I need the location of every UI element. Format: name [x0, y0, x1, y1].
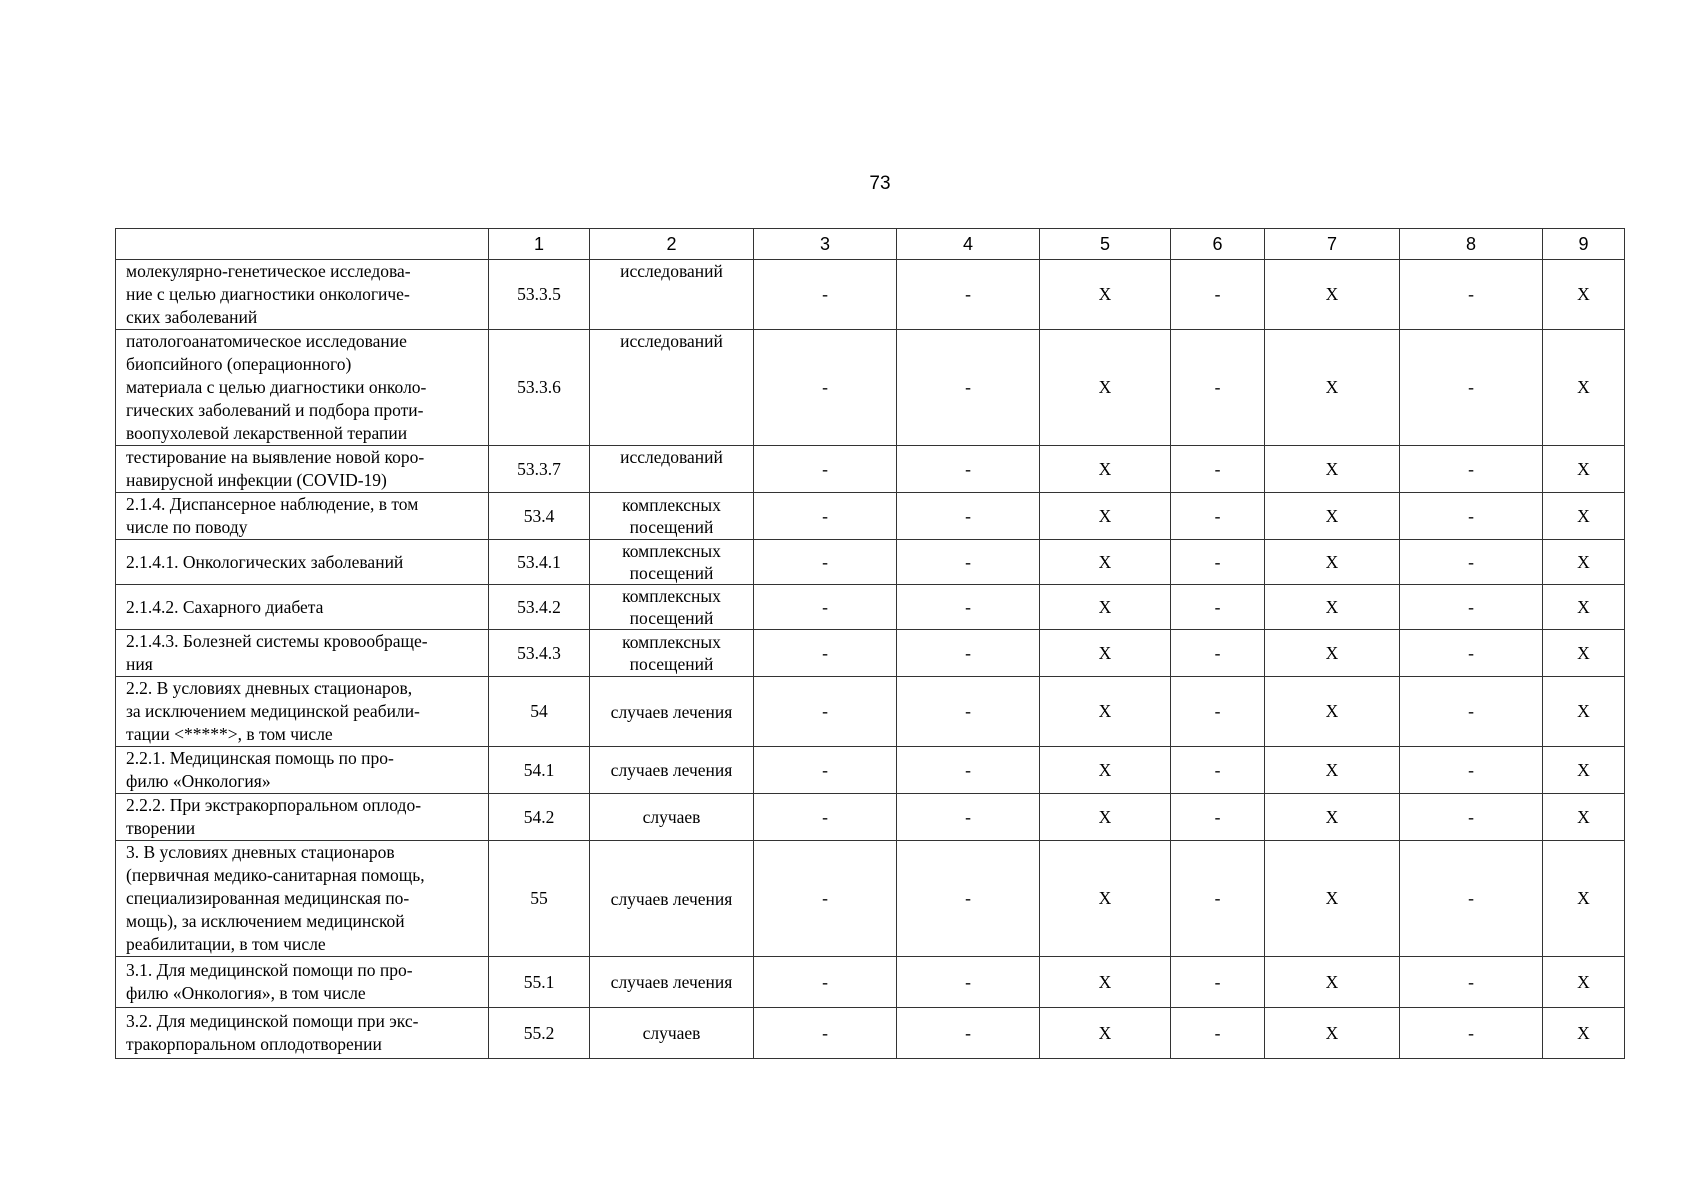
row-value-cell-c6: -	[1171, 630, 1265, 677]
row-value-cell-c9: X	[1543, 957, 1625, 1008]
row-value-cell-c6: -	[1171, 1008, 1265, 1059]
row-value-cell-c3: -	[754, 630, 897, 677]
row-name-cell: 3.1. Для медицинской помощи по про- филю «Онкология», в том числе	[116, 957, 489, 1008]
row-value-cell-c4: -	[897, 260, 1040, 330]
row-value-cell-c5: X	[1040, 677, 1171, 747]
row-value-cell-c9: X	[1543, 446, 1625, 493]
row-value-cell-c9: X	[1543, 330, 1625, 446]
row-value-cell-c8: -	[1400, 630, 1543, 677]
row-value-cell-c8: -	[1400, 957, 1543, 1008]
row-value-cell-c3: -	[754, 747, 897, 794]
row-unit-cell: случаев лечения	[590, 677, 754, 747]
row-value-cell-c7: X	[1265, 677, 1400, 747]
row-value-cell-c6: -	[1171, 585, 1265, 630]
row-value-cell-c5: X	[1040, 794, 1171, 841]
row-value-cell-c3: -	[754, 493, 897, 540]
row-value-cell-c3: -	[754, 446, 897, 493]
table-row	[116, 677, 1625, 747]
row-value-cell-c7: X	[1265, 260, 1400, 330]
row-value-cell-c3: -	[754, 330, 897, 446]
table-row	[116, 540, 1625, 585]
row-value-cell-c5: X	[1040, 330, 1171, 446]
header-cell-1: 1	[489, 229, 590, 260]
row-code-cell: 55	[489, 841, 590, 957]
row-value-cell-c9: X	[1543, 585, 1625, 630]
table-row	[116, 446, 1625, 493]
row-unit-cell: исследований	[590, 260, 754, 330]
row-value-cell-c8: -	[1400, 1008, 1543, 1059]
row-value-cell-c7: X	[1265, 540, 1400, 585]
row-value-cell-c3: -	[754, 260, 897, 330]
row-value-cell-c8: -	[1400, 330, 1543, 446]
row-value-cell-c4: -	[897, 677, 1040, 747]
row-code-cell: 53.3.5	[489, 260, 590, 330]
row-value-cell-c8: -	[1400, 260, 1543, 330]
table-header-row	[116, 229, 1625, 260]
table-row	[116, 493, 1625, 540]
row-value-cell-c9: X	[1543, 841, 1625, 957]
header-cell-9: 9	[1543, 229, 1625, 260]
row-value-cell-c9: X	[1543, 493, 1625, 540]
row-value-cell-c8: -	[1400, 493, 1543, 540]
row-value-cell-c7: X	[1265, 585, 1400, 630]
header-cell-5: 5	[1040, 229, 1171, 260]
row-unit-cell: исследований	[590, 330, 754, 446]
row-value-cell-c8: -	[1400, 841, 1543, 957]
row-value-cell-c4: -	[897, 446, 1040, 493]
row-value-cell-c7: X	[1265, 330, 1400, 446]
row-value-cell-c7: X	[1265, 630, 1400, 677]
row-value-cell-c6: -	[1171, 260, 1265, 330]
row-unit-cell: случаев	[590, 1008, 754, 1059]
header-cell-8: 8	[1400, 229, 1543, 260]
row-value-cell-c5: X	[1040, 630, 1171, 677]
row-value-cell-c6: -	[1171, 794, 1265, 841]
row-value-cell-c4: -	[897, 957, 1040, 1008]
row-code-cell: 53.4.2	[489, 585, 590, 630]
row-unit-cell: комплексных посещений	[590, 493, 754, 540]
row-value-cell-c6: -	[1171, 446, 1265, 493]
row-code-cell: 55.2	[489, 1008, 590, 1059]
row-value-cell-c9: X	[1543, 540, 1625, 585]
row-value-cell-c4: -	[897, 794, 1040, 841]
row-value-cell-c8: -	[1400, 747, 1543, 794]
header-cell-7: 7	[1265, 229, 1400, 260]
row-value-cell-c8: -	[1400, 585, 1543, 630]
row-code-cell: 55.1	[489, 957, 590, 1008]
row-value-cell-c8: -	[1400, 540, 1543, 585]
table-row	[116, 330, 1625, 446]
row-value-cell-c7: X	[1265, 794, 1400, 841]
table-body	[116, 229, 1625, 1059]
table-row	[116, 841, 1625, 957]
row-value-cell-c6: -	[1171, 957, 1265, 1008]
row-value-cell-c8: -	[1400, 794, 1543, 841]
table-row	[116, 747, 1625, 794]
row-unit-cell: комплексных посещений	[590, 585, 754, 630]
table-row	[116, 1008, 1625, 1059]
row-name-cell: 2.2. В условиях дневных стационаров, за исключением медицинской реабили- тации <*****>, в том числе	[116, 677, 489, 747]
row-value-cell-c6: -	[1171, 747, 1265, 794]
row-value-cell-c9: X	[1543, 260, 1625, 330]
row-value-cell-c4: -	[897, 585, 1040, 630]
row-name-cell: 2.1.4.1. Онкологических заболеваний	[116, 540, 489, 585]
row-value-cell-c3: -	[754, 1008, 897, 1059]
row-name-cell: 2.1.4. Диспансерное наблюдение, в том числе по поводу	[116, 493, 489, 540]
row-value-cell-c6: -	[1171, 841, 1265, 957]
row-value-cell-c4: -	[897, 841, 1040, 957]
row-value-cell-c3: -	[754, 794, 897, 841]
row-code-cell: 54.1	[489, 747, 590, 794]
row-value-cell-c5: X	[1040, 841, 1171, 957]
row-unit-cell: случаев	[590, 794, 754, 841]
row-value-cell-c4: -	[897, 540, 1040, 585]
row-value-cell-c5: X	[1040, 446, 1171, 493]
page-number: 73	[869, 173, 891, 194]
header-cell-3: 3	[754, 229, 897, 260]
row-value-cell-c4: -	[897, 330, 1040, 446]
data-table	[115, 228, 1625, 1059]
header-cell-2: 2	[590, 229, 754, 260]
table-row	[116, 585, 1625, 630]
row-name-cell: 3. В условиях дневных стационаров (первичная медико-санитарная помощь, специализированная медицинская по- мощь), за исключением медицинской реабилитации, в том числе	[116, 841, 489, 957]
row-name-cell: 2.2.2. При экстракорпоральном оплодо- творении	[116, 794, 489, 841]
row-unit-cell: случаев лечения	[590, 841, 754, 957]
row-value-cell-c5: X	[1040, 260, 1171, 330]
row-code-cell: 53.4.3	[489, 630, 590, 677]
row-value-cell-c6: -	[1171, 677, 1265, 747]
row-value-cell-c6: -	[1171, 493, 1265, 540]
row-value-cell-c3: -	[754, 957, 897, 1008]
row-code-cell: 53.3.6	[489, 330, 590, 446]
row-code-cell: 54.2	[489, 794, 590, 841]
header-cell-0	[116, 229, 489, 260]
row-value-cell-c4: -	[897, 1008, 1040, 1059]
row-name-cell: патологоанатомическое исследование биопсийного (операционного) материала с целью диагностики онколо- гических заболеваний и подбора проти- воопухолевой лекарственной терапии	[116, 330, 489, 446]
row-value-cell-c9: X	[1543, 677, 1625, 747]
row-code-cell: 53.4.1	[489, 540, 590, 585]
table-row	[116, 260, 1625, 330]
row-value-cell-c4: -	[897, 630, 1040, 677]
row-value-cell-c7: X	[1265, 1008, 1400, 1059]
row-name-cell: 2.1.4.2. Сахарного диабета	[116, 585, 489, 630]
row-name-cell: 2.2.1. Медицинская помощь по про- филю «Онкология»	[116, 747, 489, 794]
row-value-cell-c5: X	[1040, 747, 1171, 794]
row-value-cell-c4: -	[897, 747, 1040, 794]
row-value-cell-c9: X	[1543, 630, 1625, 677]
row-value-cell-c5: X	[1040, 493, 1171, 540]
row-code-cell: 53.4	[489, 493, 590, 540]
row-value-cell-c5: X	[1040, 1008, 1171, 1059]
row-unit-cell: случаев лечения	[590, 957, 754, 1008]
row-code-cell: 54	[489, 677, 590, 747]
row-value-cell-c7: X	[1265, 493, 1400, 540]
row-value-cell-c5: X	[1040, 957, 1171, 1008]
table-row	[116, 957, 1625, 1008]
header-cell-4: 4	[897, 229, 1040, 260]
row-value-cell-c6: -	[1171, 540, 1265, 585]
row-value-cell-c7: X	[1265, 957, 1400, 1008]
row-value-cell-c5: X	[1040, 540, 1171, 585]
row-name-cell: 3.2. Для медицинской помощи при экс- тракорпоральном оплодотворении	[116, 1008, 489, 1059]
row-value-cell-c8: -	[1400, 446, 1543, 493]
row-value-cell-c3: -	[754, 585, 897, 630]
row-unit-cell: комплексных посещений	[590, 540, 754, 585]
row-value-cell-c6: -	[1171, 330, 1265, 446]
row-unit-cell: комплексных посещений	[590, 630, 754, 677]
row-value-cell-c3: -	[754, 841, 897, 957]
row-name-cell: 2.1.4.3. Болезней системы кровообраще- ния	[116, 630, 489, 677]
table-row	[116, 630, 1625, 677]
row-value-cell-c9: X	[1543, 747, 1625, 794]
row-value-cell-c7: X	[1265, 747, 1400, 794]
row-value-cell-c8: -	[1400, 677, 1543, 747]
table-row	[116, 794, 1625, 841]
row-value-cell-c5: X	[1040, 585, 1171, 630]
row-unit-cell: исследований	[590, 446, 754, 493]
row-unit-cell: случаев лечения	[590, 747, 754, 794]
row-name-cell: молекулярно-генетическое исследова- ние с целью диагностики онкологиче- ских заболеваний	[116, 260, 489, 330]
row-value-cell-c3: -	[754, 540, 897, 585]
row-value-cell-c4: -	[897, 493, 1040, 540]
row-name-cell: тестирование на выявление новой коро- навирусной инфекции (COVID-19)	[116, 446, 489, 493]
row-value-cell-c9: X	[1543, 794, 1625, 841]
row-value-cell-c3: -	[754, 677, 897, 747]
row-value-cell-c9: X	[1543, 1008, 1625, 1059]
row-code-cell: 53.3.7	[489, 446, 590, 493]
row-value-cell-c7: X	[1265, 841, 1400, 957]
row-value-cell-c7: X	[1265, 446, 1400, 493]
header-cell-6: 6	[1171, 229, 1265, 260]
